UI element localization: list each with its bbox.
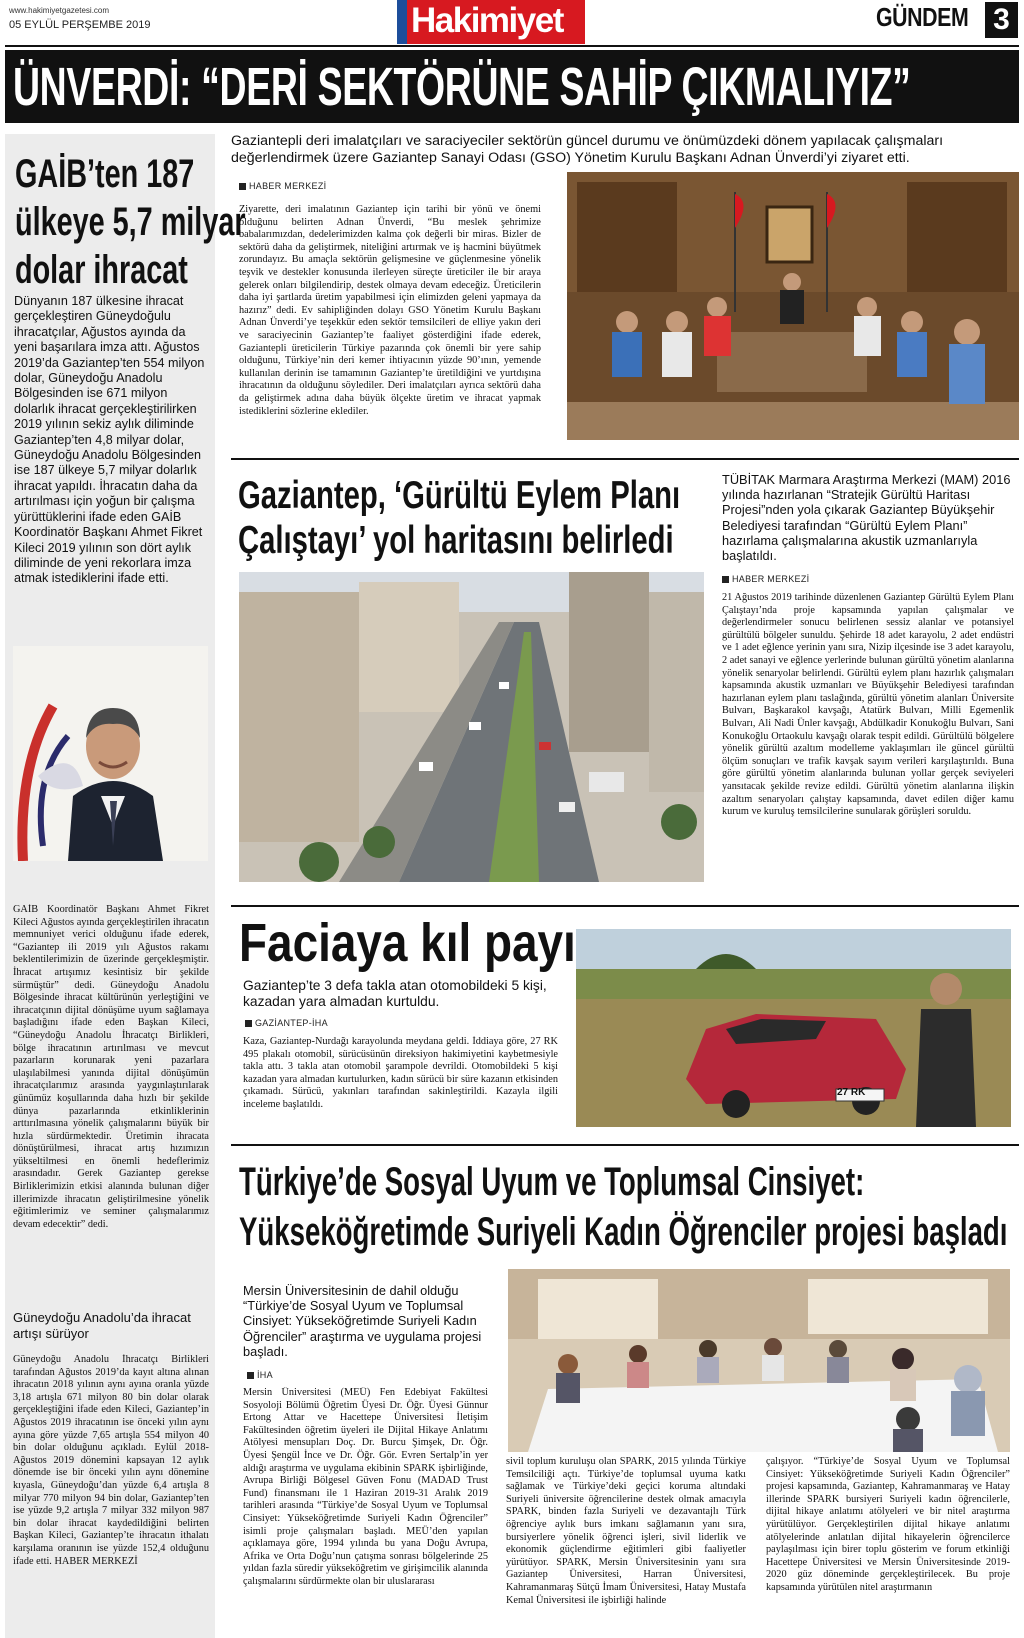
story2-title-2: Çalıştayı’ yol haritasını belirledi: [238, 519, 674, 562]
story3-body: Kaza, Gaziantep-Nurdağı karayolunda meydana geldi. İddiaya göre, 27 RK 495 plakalı otomobil, sürücüsünün direksiyon hakimiyetini kaybetmesiyle takla attı. 3 takla atan otomobil şarampole devrildi. Otomobildeki 5 kişi kazadan yara almadan kurtulurken, kadın sürücü bir süre kazanın etkisinden çıkamadı. Sürücü, yakınları tarafından sakinleştirildi. Kazayla ilgili inceleme başlatıldı.: [243, 1036, 558, 1110]
story4-tag: İHA: [247, 1370, 273, 1380]
sidebar-body: GAİB Koordinatör Başkanı Ahmet Fikret Kileci Ağustos ayında gerçekleştirilen ihracatın memnuniyet verici olduğunu ifade ederek, “Gaziantep ili 2019 yılı Ağustos rakamı beklentilerimizin de üzerinde gerçekleşmiştir. İhracat artışımız kesintisiz bir şekilde sürmüştür” dedi. Güneydoğu Anadolu Bölgesinde ihracat kültürünün yerleştiğini ve ihracatçının dijital dönüşüme uyum sağlamaya başladığını ifade eden Başkan Kileci, “Güneydoğu Anadolu İhracatçı Birlikleri, bölge ihracatının artırılması ve mevcut pazarların korunarak yeni pazarlara ulaşılabilmesi yanında dijital dönüşümün ihracatçılarımız arasında yaygınlaştırılarak günümüz koşullarında daha hızlı bir şekilde dünya pazarlarında etkinliklerinin arttırılmasına yönelik çalışmalarını büyük bir hızla sürdürmektedir. Üretimin ihracata dönüştürülmesi, ihracat artış hızımızın yükseltilmesi en önemli hedeflerimiz arasındadır. Gerek Gaziantep gerekse Birliklerimizin etkisi alanında bulunan diğer illerimizde ihracatın geliştirilmesine yönelik eğitimlerimiz ve seminer çalışmalarımız devam edecektir” dedi.: [13, 904, 209, 1230]
story4-title-2: Yükseköğretimde Suriyeli Kadın Öğrenciler projesi başladı: [239, 1210, 1008, 1254]
sidebar-title-1: GAİB’ten 187: [15, 152, 195, 196]
story4-col2: sivil toplum kuruluşu olan SPARK, 2015 yılında Türkiye Temsilciliği açtı. Türkiye’de toplumsal uyuma katkı sağlamak ve Türkiye’deki geçici koruma altındaki Suriyeli üniversite öğrencilerine destek olmak amacıyla SPARK, binden fazla Suriyeli ve dezavantajlı Türk öğrenciye aylık burs imkanı sağlamanın yanı sıra, bursiyerlere yönelik öğrenci işleri, sivil liderlik ve ekonomik güçlendirme eğitimleri gibi faaliyetler yürütüyor. SPARK, Mersin Üniversitesinin yanı sıra Gaziantep Üniversitesi, Harran Üniversitesi, Kahramanmaraş Sütçü İmam Üniversitesi, Hatay Mustafa Kemal Üniversitesi ile işbirliği halinde: [506, 1456, 746, 1606]
sidebar-title-3: dolar ihracat: [15, 248, 188, 292]
divider-2: [231, 905, 1019, 907]
story1-body: Ziyarette, deri imalatının Gaziantep için tarihi bir yönü ve önemi olduğunu belirten Adnan Ünverdi, “Bu meslek şehrimize babalarımızdan, dedelerimizden kalma çok değerli bir miras. Bizler de sektörü daha da geliştirmek, niteliğini artırmak ve iş hacmini büyütmek zorundayız. Bu amaçla sektörün gelişmesine ve güçlenmesine yönelik teşvik ve destekler konusunda ilerleyen süreçte üreticiler ile bir araya gelerek onları bilgilendirip, destek olmaya devam edeceğiz. Üreticilerin daha iyi şartlarda üretim yapabilmesi için elimizden geleni yapmaya da hazırız” dedi. Ev sahipliğinden dolayı GSO Yönetim Kurulu Başkanı Adnan Ünverdi’ye teşekkür eden sektör temsilcileri de elliye yakın deri ve saraciyecinin Gaziantep’te faaliyet gösterdiğini ifade ederek, Gaziantepli üreticilerin Türkiye pazarında çok önemli bir yere sahip olduğunu, Türkiye’nin deri kemer ihtiyacının yüzde 90’ının, yemende kullanılan derinin ise tamamının Gaziantep’te üretildiğini ve yurtdışına ihracatının da olduğunu söylediler. Deri imalatçıları ayrıca sektörü daha da geliştirmek adına daha büyük ölçekte üretim ve ihracat yapmak istediklerini sözlerine eklediler.: [239, 204, 541, 417]
section-label: GÜNDEM: [876, 2, 969, 32]
story1-tag: HABER MERKEZİ: [239, 181, 326, 191]
story4-title-1: Türkiye’de Sosyal Uyum ve Toplumsal Cinsiyet:: [239, 1160, 865, 1204]
masthead-rule: [5, 45, 1019, 47]
crash-illustration: [576, 929, 1011, 1127]
sidebar-body-2: Güneydoğu Anadolu İhracatçı Birlikleri tarafından Ağustos 2019’da kayıt altına alınan ihracatın 2018 yılının aynı ayına oranla yüzde 3,18 artışla 671 milyon 80 bin dolar olarak gerçekleştiğini ifade eden Kileci, Gaziantep’in Ağustos 2019 ihracatının ise önceki yılın aynı ayına göre yüzde 7,65 artışla 554 milyon 40 bin dolar olduğunu açıkladı. Eylül 2018-Ağustos 2019 dönemini kapsayan 12 aylık dönemde ise bir önceki yılın aynı dönemine kıyasla, Güneydoğu’dan yüzde 6,4 artışla 8 milyar 770 milyon 94 bin dolar, Gaziantep’ten ise yüzde 9,2 artışla 7 milyar 332 milyon 987 bin dolar ihracat kaydedildiğini belirten Başkan Kileci, Gaziantep’te ihracatın ithalatı karşılama oranının ise yüzde 152,4 olduğunu ifade etti. HABER MERKEZİ: [13, 1354, 209, 1567]
story4-col3: çalışıyor. “Türkiye’de Sosyal Uyum ve Toplumsal Cinsiyet: Yükseköğretimde Suriyeli Kadın Öğrenciler” projesi kapsamında, Gaziantep, Kahramanmaraş ve Hatay illerinde SPARK bursiyeri Suriyeli kadın öğrencilerle, dijital hikaye anlatımı atölyeleri ve bir nitel araştırma yürütülüyor. Gerçekleştirilen dijital hikaye anlatımı atölyelerinde anlatılan dijital hikayelerin öğrencilerce paylaşılması için birer toplu gösterim ve forum etkinliği Hacettepe Üniversitesi ve Mersin Üniversitesinde 2019-2020 güz döneminde gerçekleştirilecek. Bu proje kapsamında yürütülen nitel araştırmanın: [766, 1456, 1010, 1593]
headline-bar: [5, 50, 1019, 123]
sidebar-lead: Dünyanın 187 ülkesine ihracat gerçekleştiren Güneydoğulu ihracatçılar, Ağustos ayında da yeni başarılara imza attı. Ağustos 2019’da Gaziantep’ten 554 milyon dolar, Güneydoğu Anadolu Bölgesinden ise 671 milyon dolarlık ihracat gerçekleştirilirken 2019 yılının sekiz aylık diliminde Gaziantep’ten 4,8 milyar dolar, Güneydoğu Anadolu Bölgesinden ise 187 ülkeye 5,7 milyar dolarlık ihracat yapıldı. İhracatın daha da artırılması için yoğun bir çalışma yürüttüklerini ifade eden GAİB Koordinatör Başkanı Ahmet Fikret Kileci 2019 yılının son dört aylık diliminde de yeni rekorlara imza atmak istediklerini ifade etti.: [14, 294, 205, 586]
street-illustration: [239, 572, 704, 882]
workshop-illustration: [508, 1269, 1010, 1452]
story3-lead: Gaziantep’te 3 defa takla atan otomobildeki 5 kişi, kazadan yara almadan kurtuldu.: [243, 978, 547, 1010]
page-number: 3: [993, 3, 1010, 36]
story3-tag: GAZİANTEP-İHA: [245, 1018, 328, 1028]
street-photo: [239, 572, 704, 882]
sidebar-title-2: ülkeye 5,7 milyar: [15, 200, 246, 244]
divider-1: [231, 458, 1019, 460]
portrait-illustration: [13, 646, 208, 861]
sidebar-subhead: Güneydoğu Anadolu’da ihracat artışı sürüyor: [13, 1310, 191, 1341]
story1-lead: Gaziantepli deri imalatçıları ve saraciyeciler sektörün güncel durumu ve önümüzdeki dönem yapılacak çalışmaları değerlendirmek üzere Gaziantep Sanayi Odası (GSO) Yönetim Kurulu Başkanı Adnan Ünverdi’yi ziyaret etti.: [231, 133, 944, 166]
main-headline: ÜNVERDİ: “DERİ SEKTÖRÜNE SAHİP ÇIKMALIYIZ”: [13, 57, 911, 117]
page-number-box: [985, 2, 1018, 38]
logo[interactable]: [397, 0, 585, 44]
meeting-photo: [567, 172, 1019, 440]
story3-title: Faciaya kıl payı: [239, 913, 576, 973]
story2-lead: TÜBİTAK Marmara Araştırma Merkezi (MAM) 2016 yılında hazırlanan “Stratejik Gürültü Haritası Projesi”nden yola çıkarak Gaziantep Büyükşehir Belediyesi tarafından “Gürültü Eylem Planı” hazırlama çalışmalarına akustik uzmanlarıyla başlatıldı.: [722, 472, 1011, 564]
plate-text: 27 RK: [837, 1087, 866, 1098]
logo-blue-bar: [397, 0, 407, 44]
story4-col1: Mersin Üniversitesi (MEÜ) Fen Edebiyat Fakültesi Sosyoloji Bölümü Öğretim Üyesi Dr. Öğr. Üyesi Günnur Ertong Attar ve Hacettepe Üniversitesi İletişim Fakültesinden öğretim üyeleri ile Dijital Hikaye Anlatımı Atölyesi mensupları Doç. Dr. Burcu Şimşek, Dr. Öğr. Üyesi Şengül İnce ve Dr. Öğr. Gör. Evren Sertalp’in yer aldığı araştırma ve uygulama ekibinin SPARK işbirliğinde, Avrupa Birliği Bölgesel Güven Fonu (MADAD Trust Fund) finansmanı ile 1 Haziran 2019-31 Aralık 2019 tarihleri arasında “Türkiye’de Sosyal Uyum ve Toplumsal Cinsiyet: Yükseköğretimde Suriyeli Kadın Öğrenciler” isimli proje çalışmaları başladı. MEÜ’den yapılan açıklamaya göre, 1994 yılında bu yana Doğu Avrupa, Afrika ve Orta Doğu’nun çatışma sonrası bölgelerinde 25 yıldan fazla süredir yükseköğretim ve girişimcilik alanında çalışmalarını sürdürmekte olan bir uluslararası: [243, 1387, 488, 1587]
divider-3: [231, 1144, 1019, 1146]
website-url[interactable]: www.hakimiyetgazetesi.com: [9, 6, 110, 15]
story2-tag: HABER MERKEZİ: [722, 574, 809, 584]
story4-lead: Mersin Üniversitesinin de dahil olduğu “Türkiye’de Sosyal Uyum ve Toplumsal Cinsiyet: Yükseköğretimde Suriyeli Kadın Öğrenciler” araştırma ve uygulama projesi başladı.: [243, 1283, 482, 1359]
logo-text: Hakimiyet: [411, 1, 563, 40]
issue-date: 05 EYLÜL PERŞEMBE 2019: [9, 19, 151, 31]
workshop-photo: [508, 1269, 1010, 1452]
meeting-illustration: [567, 172, 1019, 440]
story2-title-1: Gaziantep, ‘Gürültü Eylem Planı: [238, 474, 681, 517]
story2-body: 21 Ağustos 2019 tarihinde düzenlenen Gaziantep Gürültü Eylem Planı Çalıştayı’nda proje kapsamında yapılan çalışmalar ve değerlendirmeler sonucu belirlenen sessiz alanlar ve potansiyel gürültülü bölgeler sunuldu. Şehirde 18 adet karayolu, 2 adet endüstri ve 1 adet eğlence yerinin yanı sıra, Nizip ilçesinde ise 3 adet karayolu, 2 adet sanayi ve eğlence yerlerinde bulunan gürültü yönetim alanlarına yönelik senaryolar belirlendi. Gürültü eylem planı hazırlık çalışmaları kapsamında akustik uzmanları ve Büyükşehir Belediyesi tarafından hazırlanan eylem planı taslağında, gürültü yönetim alanları Üniversite Bulvarı, Başkarakol kavşağı, Atatürk Bulvarı, Milli Egemenlik Bulvarı, Ali Nadi Ünler kavşağı, Abdülkadir Konukoğlu Bulvarı, Sani Konukoğlu Ortaokulu kavşağı olarak tespit edildi. Gürültülü bölgelere yönelik gürültü azaltım modelleme yaklaşımları ile güncel gürültü ölçüm sonuçları ve trafik kavşak sayım verileri karşılaştırıldı. Buna göre gürültü yönetim alanlarında bulunan yollar gerçek seviyeleri yansıtacak şekilde revize edildi. Gürültü yönetim alanlarına ilişkin azaltım senaryoları çalıştay kapsamında, davet edilen diğer kamu kurum ve kuruluş temsilcilerine sunularak görüşleri soruldu.: [722, 592, 1014, 818]
portrait-photo: [13, 646, 208, 861]
crash-photo: [576, 929, 1011, 1127]
